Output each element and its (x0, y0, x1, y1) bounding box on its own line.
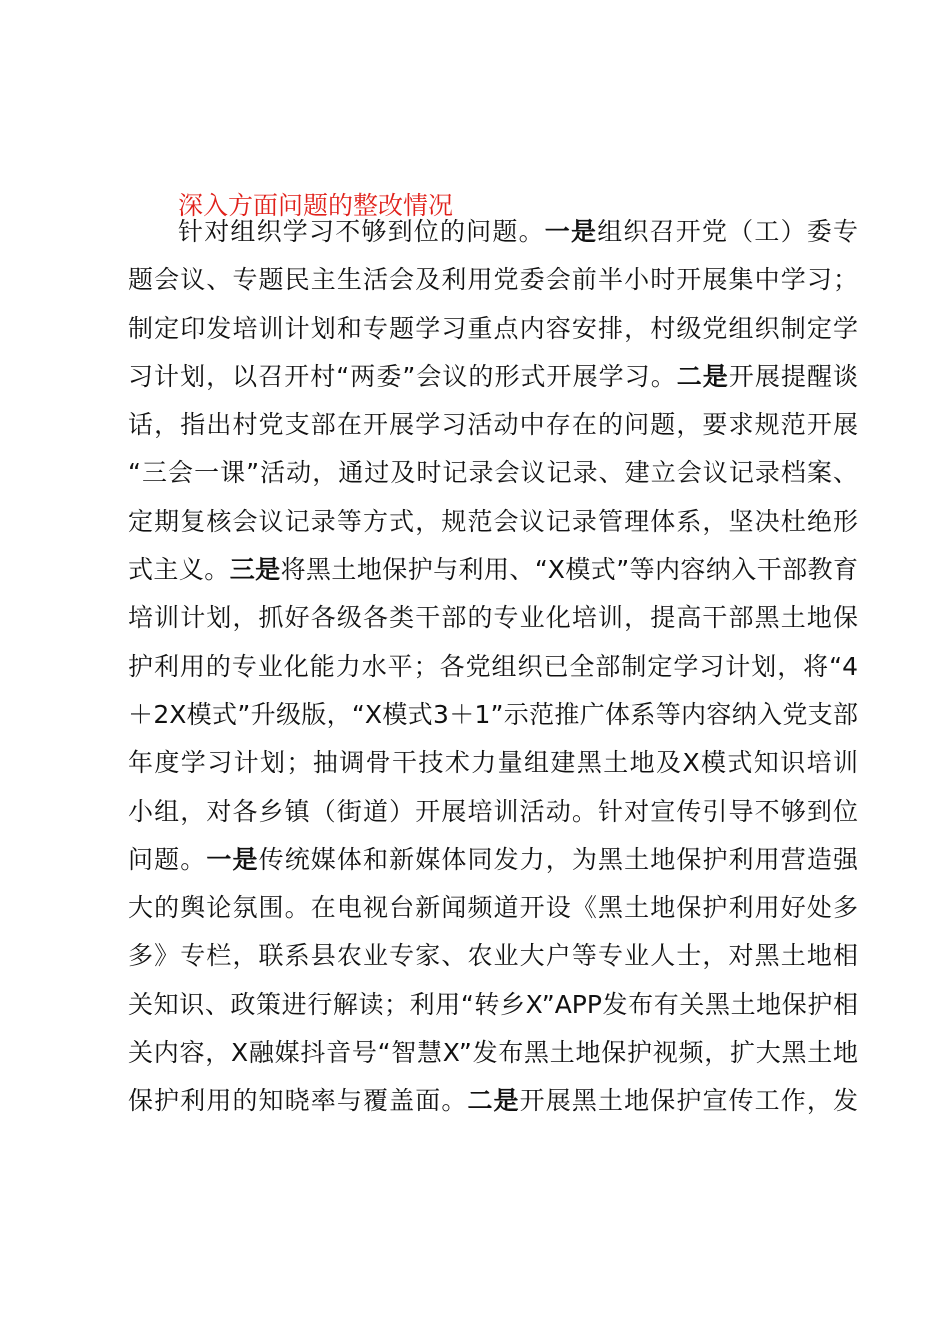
body-paragraph (128, 208, 858, 1126)
text-segment: 多》专栏，联系县农业专家、农业大户等专业人士，对黑土地相 (128, 941, 858, 971)
text-segment: 培训计划，抓好各级各类干部的专业化培训，提高干部黑土地保 (128, 603, 858, 633)
emphasis-label: 二是 (467, 1086, 520, 1116)
text-line (128, 643, 858, 691)
text-segment: 开展黑土地保护宣传工作，发 (519, 1086, 858, 1116)
text-segment: ＋2X模式”升级版，“X模式3＋1”示范推广体系等内容纳入党支部 (128, 699, 858, 729)
text-line (128, 691, 858, 739)
text-line (128, 981, 858, 1029)
text-segment: 组织召开党（工）委专 (597, 217, 858, 246)
text-line (128, 739, 858, 787)
emphasis-label: 一是 (544, 217, 598, 246)
text-segment: 问题。 (128, 844, 207, 874)
text-line (128, 401, 858, 449)
text-segment: 定期复核会议记录等方式，规范会议记录管理体系，坚决杜绝形 (128, 506, 858, 536)
text-line (128, 498, 858, 546)
text-segment: 关知识、政策进行解读；利用“转乡X”APP发布有关黑土地保护相 (128, 989, 858, 1019)
emphasis-label: 一是 (206, 844, 259, 874)
text-segment: 将黑土地保护与利用、“X模式”等内容纳入干部教育 (280, 555, 858, 585)
text-line (128, 256, 858, 304)
text-segment: 式主义。 (128, 555, 230, 585)
text-segment: 传统媒体和新媒体同发力，为黑土地保护利用营造强 (258, 844, 858, 874)
text-segment: 针对组织学习不够到位的问题。 (178, 217, 545, 246)
text-line (128, 932, 858, 980)
text-line (128, 449, 858, 497)
text-segment: 小组，对各乡镇（街道）开展培训活动。针对宣传引导不够到位 (128, 796, 858, 826)
text-segment: 题会议、专题民主生活会及利用党委会前半小时开展集中学习； (128, 265, 858, 295)
text-line (128, 836, 858, 884)
text-segment: 大的舆论氛围。在电视台新闻频道开设《黑土地保护利用好处多 (128, 893, 858, 923)
text-line (128, 546, 858, 594)
text-segment: 关内容，X融媒抖音号“智慧X”发布黑土地保护视频，扩大黑土地 (128, 1038, 858, 1068)
emphasis-label: 三是 (229, 555, 281, 585)
text-segment: 年度学习计划；抽调骨干技术力量组建黑土地及X模式知识培训 (128, 748, 858, 778)
text-segment: 开展提醒谈 (728, 361, 858, 391)
section-heading: 深入方面问题的整改情况 (178, 191, 454, 220)
text-segment: 习计划，以召开村“两委”会议的形式开展学习。 (128, 361, 677, 391)
text-line (128, 305, 858, 353)
text-line (128, 1029, 858, 1077)
text-line (128, 1077, 858, 1125)
text-line (128, 594, 858, 642)
text-segment: 护利用的专业化能力水平；各党组织已全部制定学习计划，将“4 (128, 651, 858, 681)
text-line (128, 788, 858, 836)
text-line (128, 353, 858, 401)
emphasis-label: 二是 (676, 361, 729, 391)
text-segment: 话，指出村党支部在开展学习活动中存在的问题，要求规范开展 (128, 410, 858, 440)
text-line (128, 884, 858, 932)
text-segment: 制定印发培训计划和专题学习重点内容安排，村级党组织制定学 (128, 313, 858, 343)
text-line (128, 208, 858, 256)
text-segment: 保护利用的知晓率与覆盖面。 (128, 1086, 468, 1116)
text-segment: “三会一课”活动，通过及时记录会议记录、建立会议记录档案、 (128, 458, 858, 488)
